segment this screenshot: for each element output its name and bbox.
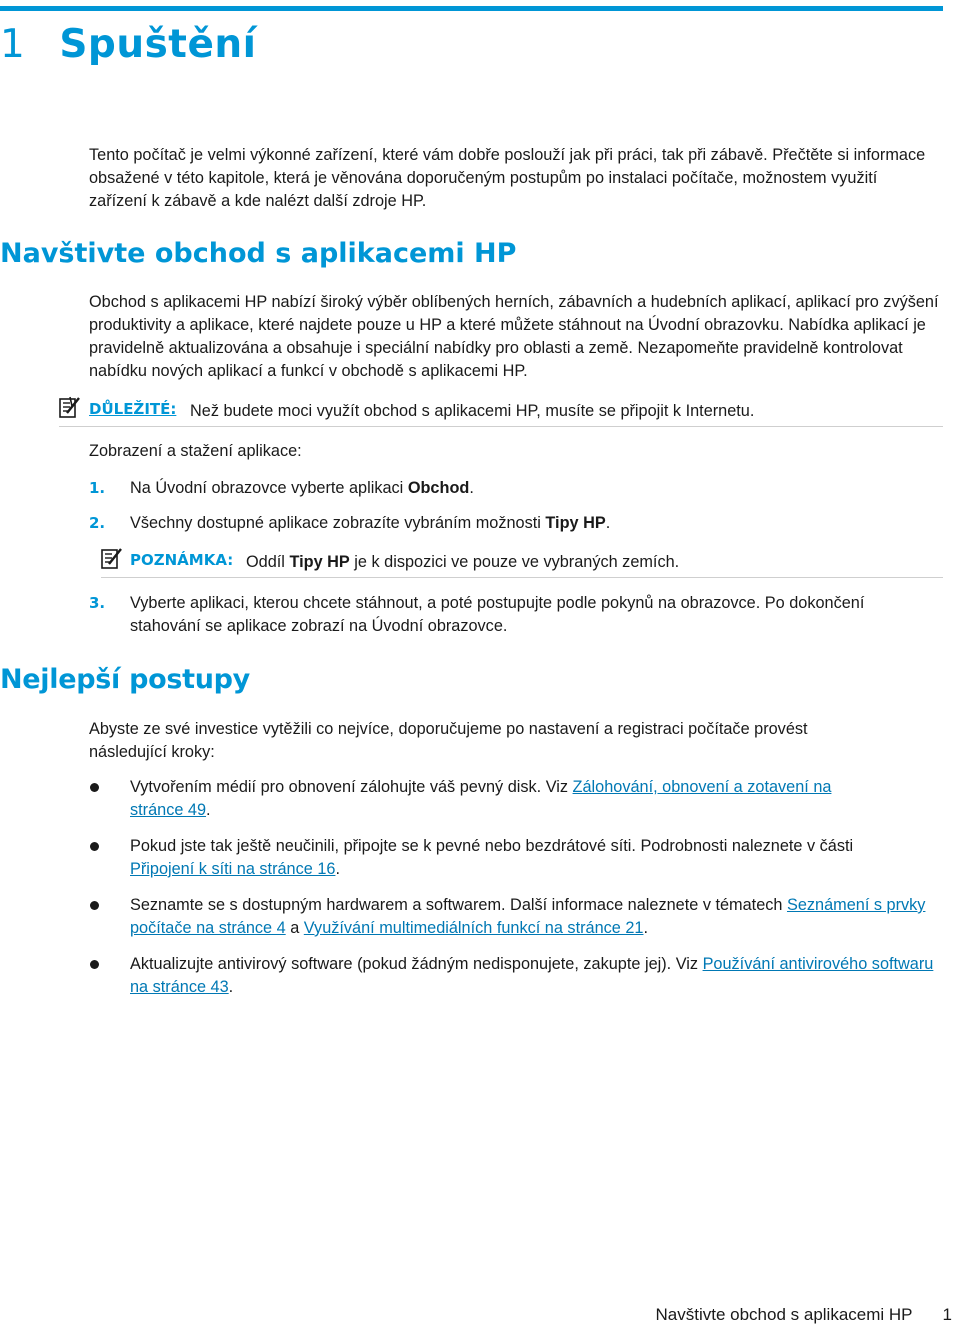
link-network[interactable]: Připojení k síti na stránce 16: [130, 860, 336, 878]
step-1-number: 1.: [89, 479, 106, 497]
chapter-title: [0, 22, 257, 67]
chapter-title-text: Spuštění: [59, 22, 257, 67]
page-footer: [656, 1305, 952, 1325]
chapter-top-rule: [0, 6, 943, 11]
step-3-text: Vyberte aplikaci, kterou chcete stáhnout, a poté postupujte podle pokynů na obrazovce. Po dokončení stahování se aplikace zobrazí na Úvodní obrazovce.: [130, 594, 865, 635]
link-getting-to-know[interactable]: Seznámení s prvky počítače na stránce 4: [130, 896, 926, 937]
important-text: Než budete moci využít obchod s aplikacemi HP, musíte se připojit k Internetu.: [190, 402, 755, 420]
step-2-text: Všechny dostupné aplikace zobrazíte vybráním možnosti Tipy HP.: [130, 514, 611, 532]
bullet-dot: [90, 842, 99, 851]
tips-hp-option: Tipy HP: [545, 514, 606, 532]
link-backup-recovery[interactable]: Zálohování, obnovení a zotavení na stránce 49: [130, 778, 832, 819]
bullet-dot: [90, 901, 99, 910]
store-app-name: Obchod: [407, 479, 470, 497]
note-text: Oddíl Tipy HP je k dispozici ve pouze ve vybraných zemích.: [246, 553, 680, 571]
note-label: POZNÁMKA:: [130, 551, 234, 569]
section-heading-store: Navštivte obchod s aplikacemi HP: [0, 238, 517, 269]
important-label: DŮLEŽITÉ:: [89, 400, 177, 418]
best-intro: Abyste ze své investice vytěžili co nejvíce, doporučujeme po nastavení a registraci počítače provést následující kroky:: [89, 720, 808, 761]
footer-section-title: Navštivte obchod s aplikacemi HP: [655, 1305, 913, 1324]
note-pencil-icon: [101, 547, 123, 571]
link-multimedia[interactable]: Využívání multimediálních funkcí na stránce 21: [303, 919, 644, 937]
bullet-dot: [90, 783, 99, 792]
link-antivirus[interactable]: Používání antivirového softwaru na stránce 43: [130, 955, 934, 996]
step-2-number: 2.: [89, 514, 106, 532]
step-1-text: Na Úvodní obrazovce vyberte aplikaci Obchod.: [130, 479, 474, 497]
list-item: Vytvořením médií pro obnovení zálohujte váš pevný disk. Viz Zálohování, obnovení a zotavení na stránce 49.: [130, 778, 832, 819]
important-note: [59, 398, 943, 427]
list-item: Pokud jste tak ještě neučinili, připojte se k pevné nebo bezdrátové síti. Podrobnosti naleznete v části Připojení k síti na stránce 16.: [130, 837, 854, 878]
step-3-number: 3.: [89, 594, 106, 612]
store-paragraph: Obchod s aplikacemi HP nabízí široký výběr oblíbených herních, zábavních a hudebních aplikací, aplikací pro zvýšení produktivity a aplikace, které najdete pouze u HP a které můžete stáhnout na Úvodní obrazovku. Nabídka aplikací je pravidelně aktualizována a obsahuje i speciální nabídky pro oblasti a země. Nezapomeňte pravidelně kontrolovat nabídku nových aplikací a funkcí v obchodě s aplikacemi HP.: [89, 293, 939, 380]
chapter-number: 1: [0, 22, 26, 67]
section-heading-best: Nejlepší postupy: [0, 664, 250, 695]
important-pencil-icon: [59, 396, 81, 420]
bullet-dot: [90, 960, 99, 969]
list-item: Seznamte se s dostupným hardwarem a softwarem. Další informace naleznete v tématech Seznámení s prvky počítače na stránce 4 a Využívání multimediálních funkcí na stránce 21.: [130, 896, 926, 937]
list-item: Aktualizujte antivirový software (pokud žádným nedisponujete, zakupte jej). Viz Používání antivirového softwaru na stránce 43.: [130, 955, 934, 996]
intro-paragraph: Tento počítač je velmi výkonné zařízení, které vám dobře poslouží jak při práci, tak při zábavě. Přečtěte si informace obsažené v této kapitole, která je věnována doporučeným postupům po instalaci počítače, možnostem využití zařízení k zábavě a kde nalézt další zdroje HP.: [89, 146, 926, 210]
steps-intro: Zobrazení a stažení aplikace:: [89, 442, 302, 460]
note-box: [101, 549, 943, 578]
page-number: 1: [942, 1305, 952, 1324]
